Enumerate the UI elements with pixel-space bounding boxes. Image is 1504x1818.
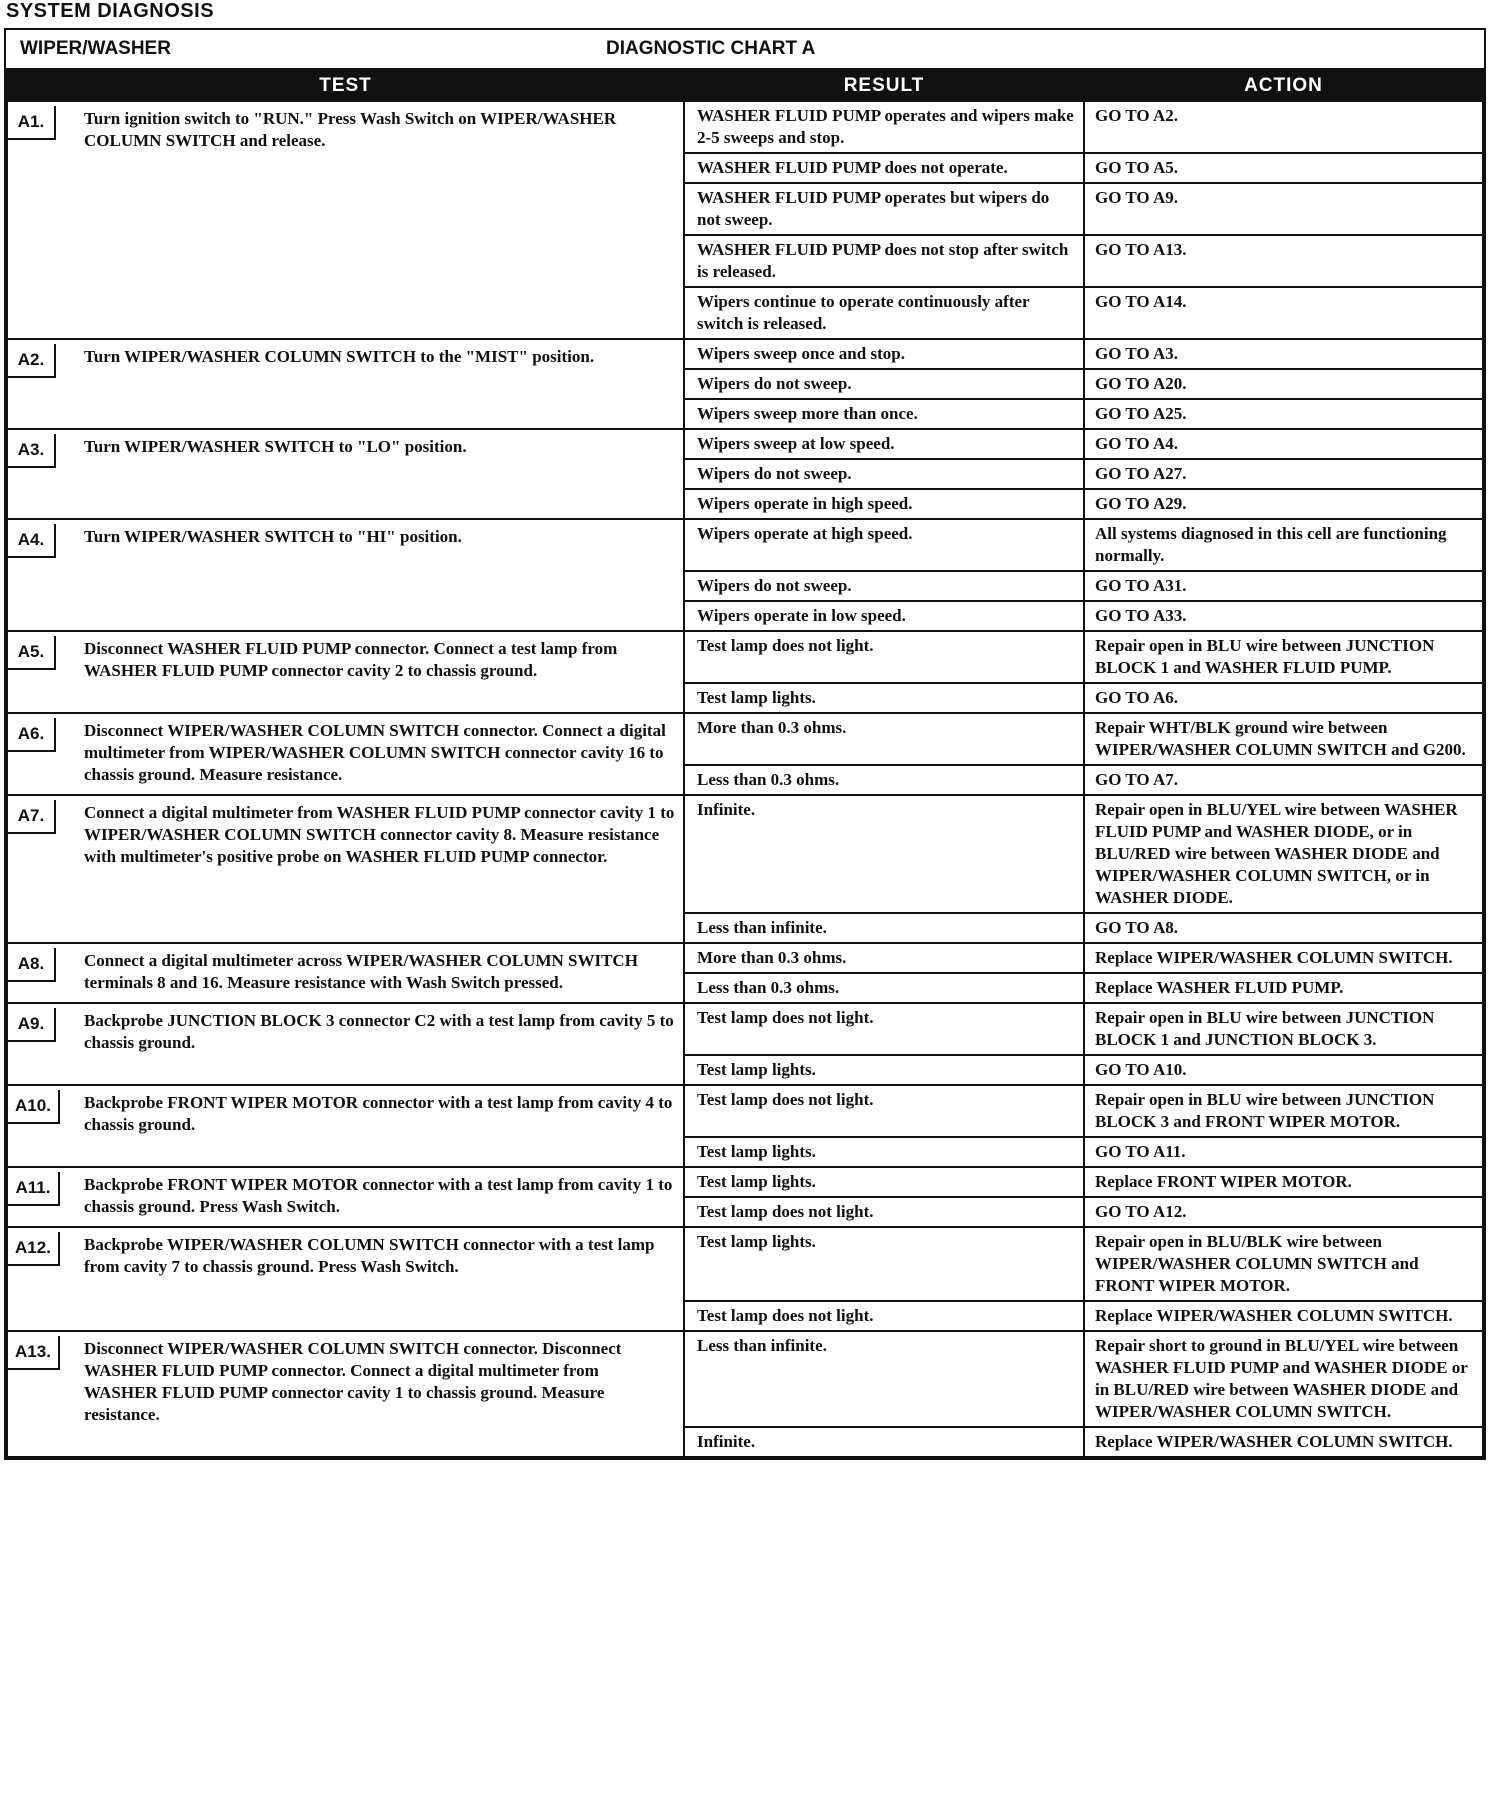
test-cell <box>7 943 684 1003</box>
column-header-result: RESULT <box>684 71 1084 101</box>
diagnostic-table <box>6 70 1484 1458</box>
step-id: A6. <box>8 718 56 752</box>
table-row <box>7 1085 1483 1137</box>
result-cell: Wipers continue to operate continuously after switch is released. <box>684 287 1084 339</box>
step-id: A12. <box>8 1232 60 1266</box>
result-cell: Wipers sweep at low speed. <box>684 429 1084 459</box>
result-cell: WASHER FLUID PUMP operates but wipers do not sweep. <box>684 183 1084 235</box>
action-cell: GO TO A29. <box>1084 489 1483 519</box>
chart-subject: WIPER/WASHER <box>20 38 171 59</box>
test-instruction: Connect a digital multimeter from WASHER FLUID PUMP connector cavity 1 to WIPER/WASHER COLUMN SWITCH connector cavity 8. Measure resistance with multimeter's positive probe on WASHER FLUID PUMP connector. <box>84 803 675 866</box>
result-cell: Infinite. <box>684 1427 1084 1457</box>
result-cell: Test lamp does not light. <box>684 1085 1084 1137</box>
action-cell: GO TO A9. <box>1084 183 1483 235</box>
test-cell <box>7 1167 684 1227</box>
table-row <box>7 1167 1483 1197</box>
action-cell: GO TO A11. <box>1084 1137 1483 1167</box>
action-cell: Repair WHT/BLK ground wire between WIPER/WASHER COLUMN SWITCH and G200. <box>1084 713 1483 765</box>
result-cell: WASHER FLUID PUMP operates and wipers make 2-5 sweeps and stop. <box>684 101 1084 153</box>
test-instruction: Backprobe WIPER/WASHER COLUMN SWITCH connector with a test lamp from cavity 7 to chassis ground. Press Wash Switch. <box>84 1235 655 1276</box>
step-id: A1. <box>8 106 56 140</box>
table-row <box>7 429 1483 459</box>
test-instruction: Turn WIPER/WASHER SWITCH to "HI" position. <box>84 527 462 546</box>
step-id: A13. <box>8 1336 60 1370</box>
table-row <box>7 101 1483 153</box>
result-cell: More than 0.3 ohms. <box>684 943 1084 973</box>
result-cell: Wipers operate in low speed. <box>684 601 1084 631</box>
action-cell: Repair open in BLU/BLK wire between WIPER/WASHER COLUMN SWITCH and FRONT WIPER MOTOR. <box>1084 1227 1483 1301</box>
diagnostic-chart <box>4 28 1486 1460</box>
action-cell: GO TO A31. <box>1084 571 1483 601</box>
result-cell: WASHER FLUID PUMP does not operate. <box>684 153 1084 183</box>
result-cell: More than 0.3 ohms. <box>684 713 1084 765</box>
table-row <box>7 1003 1483 1055</box>
action-cell: GO TO A6. <box>1084 683 1483 713</box>
test-cell <box>7 101 684 339</box>
action-cell: Replace WIPER/WASHER COLUMN SWITCH. <box>1084 1301 1483 1331</box>
test-cell <box>7 429 684 519</box>
step-id: A2. <box>8 344 56 378</box>
result-cell: Wipers do not sweep. <box>684 459 1084 489</box>
action-cell: GO TO A10. <box>1084 1055 1483 1085</box>
test-instruction: Disconnect WIPER/WASHER COLUMN SWITCH connector. Connect a digital multimeter from WIPER/WASHER COLUMN SWITCH connector cavity 16 to chassis ground. Measure resistance. <box>84 721 666 784</box>
test-cell <box>7 1085 684 1167</box>
result-cell: Infinite. <box>684 795 1084 913</box>
step-id: A10. <box>8 1090 60 1124</box>
result-cell: Less than 0.3 ohms. <box>684 765 1084 795</box>
system-title: SYSTEM DIAGNOSIS <box>6 0 215 22</box>
action-cell: Repair open in BLU/YEL wire between WASHER FLUID PUMP and WASHER DIODE, or in BLU/RED wire between WASHER DIODE and WIPER/WASHER COLUMN SWITCH, or in WASHER DIODE. <box>1084 795 1483 913</box>
chart-title: DIAGNOSTIC CHART A <box>606 38 816 59</box>
test-cell <box>7 339 684 429</box>
result-cell: Test lamp does not light. <box>684 1197 1084 1227</box>
result-cell: Test lamp lights. <box>684 683 1084 713</box>
step-id: A9. <box>8 1008 56 1042</box>
result-cell: Wipers do not sweep. <box>684 369 1084 399</box>
action-cell: GO TO A2. <box>1084 101 1483 153</box>
action-cell: GO TO A4. <box>1084 429 1483 459</box>
step-id: A7. <box>8 800 56 834</box>
table-row <box>7 339 1483 369</box>
action-cell: GO TO A3. <box>1084 339 1483 369</box>
step-id: A4. <box>8 524 56 558</box>
result-cell: Test lamp does not light. <box>684 1301 1084 1331</box>
action-cell: GO TO A5. <box>1084 153 1483 183</box>
action-cell: All systems diagnosed in this cell are functioning normally. <box>1084 519 1483 571</box>
test-instruction: Backprobe FRONT WIPER MOTOR connector with a test lamp from cavity 4 to chassis ground. <box>84 1093 673 1134</box>
result-cell: Test lamp lights. <box>684 1167 1084 1197</box>
test-instruction: Turn WIPER/WASHER COLUMN SWITCH to the "MIST" position. <box>84 347 595 366</box>
test-instruction: Disconnect WASHER FLUID PUMP connector. Connect a test lamp from WASHER FLUID PUMP connector cavity 2 to chassis ground. <box>84 639 618 680</box>
test-cell <box>7 519 684 631</box>
table-row <box>7 713 1483 765</box>
chart-header <box>6 30 1484 70</box>
action-cell: GO TO A13. <box>1084 235 1483 287</box>
test-instruction: Turn WIPER/WASHER SWITCH to "LO" position. <box>84 437 467 456</box>
action-cell: GO TO A12. <box>1084 1197 1483 1227</box>
result-cell: Test lamp does not light. <box>684 631 1084 683</box>
step-id: A5. <box>8 636 56 670</box>
result-cell: Wipers sweep more than once. <box>684 399 1084 429</box>
table-row <box>7 519 1483 571</box>
test-cell <box>7 631 684 713</box>
steps-body <box>7 101 1483 1457</box>
action-cell: GO TO A25. <box>1084 399 1483 429</box>
result-cell: Wipers operate at high speed. <box>684 519 1084 571</box>
action-cell: GO TO A20. <box>1084 369 1483 399</box>
action-cell: Replace FRONT WIPER MOTOR. <box>1084 1167 1483 1197</box>
action-cell: Repair short to ground in BLU/YEL wire between WASHER FLUID PUMP and WASHER DIODE or in BLU/RED wire between WASHER DIODE and WIPER/WASHER COLUMN SWITCH. <box>1084 1331 1483 1427</box>
table-row <box>7 1227 1483 1301</box>
table-row <box>7 631 1483 683</box>
test-cell <box>7 1331 684 1457</box>
action-cell: GO TO A14. <box>1084 287 1483 339</box>
result-cell: Test lamp lights. <box>684 1227 1084 1301</box>
step-id: A11. <box>8 1172 60 1206</box>
column-header-action: ACTION <box>1084 71 1483 101</box>
action-cell: GO TO A33. <box>1084 601 1483 631</box>
result-cell: Wipers sweep once and stop. <box>684 339 1084 369</box>
action-cell: GO TO A8. <box>1084 913 1483 943</box>
column-header-row <box>7 71 1483 101</box>
action-cell: GO TO A27. <box>1084 459 1483 489</box>
result-cell: Less than 0.3 ohms. <box>684 973 1084 1003</box>
test-instruction: Backprobe JUNCTION BLOCK 3 connector C2 with a test lamp from cavity 5 to chassis ground. <box>84 1011 674 1052</box>
test-cell <box>7 713 684 795</box>
action-cell: Repair open in BLU wire between JUNCTION BLOCK 3 and FRONT WIPER MOTOR. <box>1084 1085 1483 1137</box>
step-id: A3. <box>8 434 56 468</box>
result-cell: Wipers operate in high speed. <box>684 489 1084 519</box>
column-header-test: TEST <box>7 71 684 101</box>
action-cell: GO TO A7. <box>1084 765 1483 795</box>
test-instruction: Connect a digital multimeter across WIPER/WASHER COLUMN SWITCH terminals 8 and 16. Measure resistance with Wash Switch pressed. <box>84 951 638 992</box>
test-cell <box>7 795 684 943</box>
result-cell: Less than infinite. <box>684 913 1084 943</box>
result-cell: Test lamp lights. <box>684 1055 1084 1085</box>
action-cell: Repair open in BLU wire between JUNCTION BLOCK 1 and WASHER FLUID PUMP. <box>1084 631 1483 683</box>
result-cell: Wipers do not sweep. <box>684 571 1084 601</box>
test-instruction: Disconnect WIPER/WASHER COLUMN SWITCH connector. Disconnect WASHER FLUID PUMP connector. Connect a digital multimeter from WASHER FLUID PUMP connector cavity 1 to chassis ground. Measure resistance. <box>84 1339 622 1424</box>
action-cell: Replace WASHER FLUID PUMP. <box>1084 973 1483 1003</box>
result-cell: Test lamp does not light. <box>684 1003 1084 1055</box>
result-cell: Less than infinite. <box>684 1331 1084 1427</box>
action-cell: Replace WIPER/WASHER COLUMN SWITCH. <box>1084 943 1483 973</box>
action-cell: Repair open in BLU wire between JUNCTION BLOCK 1 and JUNCTION BLOCK 3. <box>1084 1003 1483 1055</box>
result-cell: Test lamp lights. <box>684 1137 1084 1167</box>
test-instruction: Turn ignition switch to "RUN." Press Wash Switch on WIPER/WASHER COLUMN SWITCH and release. <box>84 109 617 150</box>
test-cell <box>7 1227 684 1331</box>
table-row <box>7 1331 1483 1427</box>
test-cell <box>7 1003 684 1085</box>
table-row <box>7 943 1483 973</box>
step-id: A8. <box>8 948 56 982</box>
result-cell: WASHER FLUID PUMP does not stop after switch is released. <box>684 235 1084 287</box>
test-instruction: Backprobe FRONT WIPER MOTOR connector with a test lamp from cavity 1 to chassis ground. Press Wash Switch. <box>84 1175 673 1216</box>
action-cell: Replace WIPER/WASHER COLUMN SWITCH. <box>1084 1427 1483 1457</box>
table-row <box>7 795 1483 913</box>
